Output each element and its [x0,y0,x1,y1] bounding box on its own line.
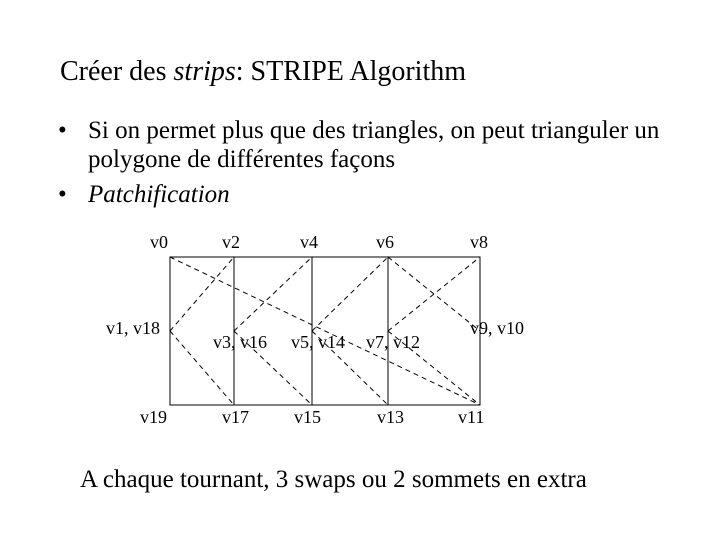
vertex-label-v8: v8 [470,232,488,252]
bullet-text: Patchification [88,181,230,208]
vertex-label-v15: v15 [294,407,321,427]
vertex-label-v2: v2 [222,232,240,252]
footer-note: A chaque tournant, 3 swaps ou 2 sommets en extra [80,466,587,493]
bullet-marker: • [58,181,67,208]
strip-diagonal [170,257,480,405]
title-italic: strips [173,56,236,87]
title-prefix: Créer des [60,56,174,87]
vertex-label-v13: v13 [377,407,404,427]
bullet-text: Si on permet plus que des triangles, on peut trianguler un polygone de différentes façons [88,117,660,173]
strip-diagonal [312,257,388,331]
vertex-label-v6: v6 [376,232,394,252]
vertex-label-v9-v10: v9, v10 [470,318,524,338]
vertex-label-v0: v0 [150,232,168,252]
vertex-label-v7-v12: v7, v12 [366,332,420,352]
bullet-marker: • [58,117,67,144]
vertex-label-v4: v4 [300,232,318,252]
vertex-label-v1-v18: v1, v18 [106,318,160,338]
vertex-label-v19: v19 [140,407,167,427]
strip-diagonal [170,257,234,331]
vertex-label-v3-v16: v3, v16 [213,332,267,352]
vertex-label-v5-v14: v5, v14 [291,332,345,352]
vertex-label-v11: v11 [458,407,485,427]
title-suffix: : STRIPE Algorithm [235,56,467,87]
vertex-label-v17: v17 [222,407,249,427]
strip-diagonal [234,257,312,331]
